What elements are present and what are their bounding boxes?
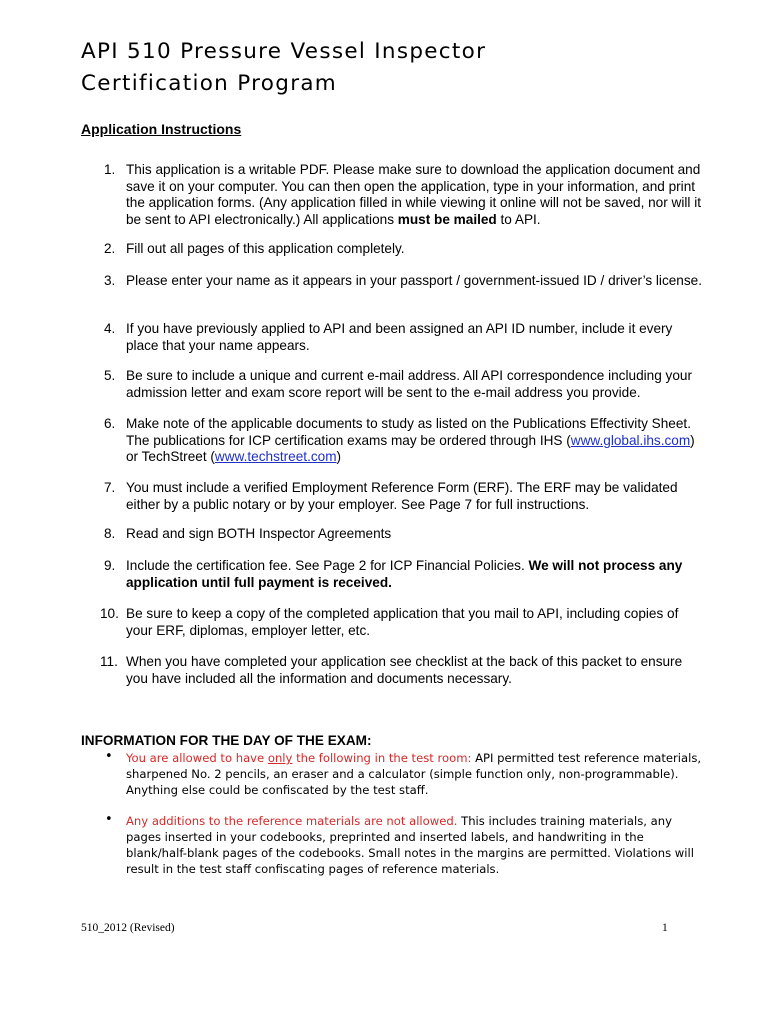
item-text: Include the certification fee. See Page 2 for ICP Financial Policies. We will not process any application until full payment is received. (126, 558, 683, 590)
item-number: 10. (100, 606, 119, 621)
item-number: 8. (104, 526, 116, 541)
item-number: 6. (104, 416, 116, 431)
title-line-2: Certification Program (81, 71, 338, 96)
item-text: Be sure to include a unique and current e-mail address. All API correspondence including your admission letter and exam score report will be sent to the e-mail address you provide. (126, 368, 692, 400)
techstreet-link[interactable]: www.techstreet.com (214, 449, 337, 464)
item-text: You must include a verified Employment Reference Form (ERF). The ERF may be validated either by a public notary or by your employer. See Page 7 for full instructions. (126, 480, 678, 512)
item-number: 4. (104, 321, 116, 336)
exam-rule-text: Any additions to the reference materials are not allowed. This includes training materials, any pages inserted in your codebooks, preprinted and inserted labels, and handwriting in the blank/half-blank pages of the codebooks. Small notes in the margins are permitted. Violations will result in the test staff confiscating pages of reference materials. (126, 814, 694, 876)
must-be-mailed-emphasis: must be mailed (397, 211, 497, 227)
application-instructions-heading: Application Instructions (81, 121, 242, 137)
payment-warning: We will not process any application until full payment is received. (126, 558, 683, 590)
item-text: When you have completed your application see checklist at the back of this packet to ensure you have included all the information and documents necessary. (126, 654, 683, 686)
bullet-icon: • (105, 812, 113, 827)
item-number: 5. (104, 368, 116, 383)
item-number: 1. (104, 162, 116, 177)
item-number: 7. (104, 480, 116, 495)
footer-doc-code: 510_2012 (Revised) (81, 922, 175, 934)
ihs-link[interactable]: www.global.ihs.com (570, 432, 691, 448)
item-text: Fill out all pages of this application completely. (126, 241, 405, 256)
exam-rule-text: You are allowed to have only the following in the test room: API permitted test reference materials, sharpened No. 2 pencils, an eraser and a calculator (simple function only, non-programmable). Anything else could be confiscated by the test staff. (126, 751, 702, 797)
bullet-icon: • (105, 749, 113, 764)
only-emphasis: only (267, 751, 293, 765)
item-text: Make note of the applicable documents to study as listed on the Publications Effectivity Sheet. The publications for ICP certification exams may be ordered through IHS (www.global.ihs.com) or TechStreet (www.techstreet.com) (126, 416, 695, 464)
item-number: 2. (104, 241, 116, 256)
exam-day-heading: INFORMATION FOR THE DAY OF THE EXAM: (81, 733, 372, 748)
footer-page-number: 1 (662, 922, 668, 934)
item-text: Please enter your name as it appears in your passport / government-issued ID / driver’s license. (126, 273, 703, 288)
item-number: 11. (100, 654, 118, 669)
title-line-1: API 510 Pressure Vessel Inspector (81, 39, 487, 64)
item-text: This application is a writable PDF. Please make sure to download the application document and save it on your computer. You can then open the application, type in your information, and print the application forms. (Any application filled in while viewing it online will not be saved, nor will it be sent to API electronically.) All applications must be mailed to API. (126, 162, 701, 227)
document-title (81, 36, 486, 100)
item-text: Read and sign BOTH Inspector Agreements (126, 526, 392, 541)
item-number: 3. (104, 273, 116, 288)
item-text: Be sure to keep a copy of the completed application that you mail to API, including copies of your ERF, diplomas, employer letter, etc. (126, 606, 679, 638)
item-text: If you have previously applied to API and been assigned an API ID number, include it every place that your name appears. (126, 321, 673, 353)
item-number: 9. (104, 558, 116, 573)
